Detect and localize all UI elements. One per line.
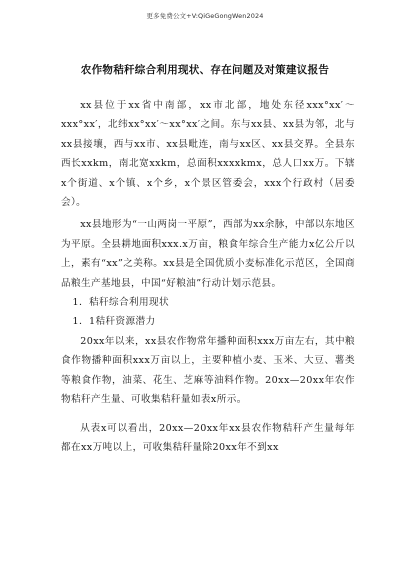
paragraph-table-analysis: 从表x可以看出，20xx—20xx年xx县农作物秸秆产生量每年都在xx万吨以上，可收集秸秆量除20xx年不到xx xyxy=(61,422,355,453)
paragraph-resources: 20xx年以来，xx县农作物常年播种面积xxx万亩左右，其中粮食作物播种面积xxx万亩以上，主要种植小麦、玉米、大豆、薯类等粮食作物，油菜、花生、芝麻等油料作物。20xx—20xx年农作物秸秆产生量、可收集秸秆量如表x所示。 xyxy=(61,335,355,406)
header-note: 更多免费公文+V:QiGeGongWen2024 xyxy=(146,12,264,20)
paragraph-location: xx县位于xx省中南部，xx市北部，地处东径xxx°xx′～xxx°xx′，北纬xx°xx′～xx°xx′之间。东与xx县、xx县为邻，北与xx县接壤，西与xx市、xx县毗连，南与xx区、xx县交界。全县东西长xxkm，南北宽xxkm，总面积xxxxkmx，总人口xx万。下辖x个街道、x个镇、x个乡，x个景区管委会，xxx个行政村（居委会）。 xyxy=(61,100,355,209)
section-heading: 1．秸秆综合利用现状 xyxy=(72,297,169,309)
paragraph-terrain: xx县地形为“一山两岗一平原”，西部为xx余脉，中部以东地区为平原。全县耕地面积xxx.x万亩，粮食年综合生产能力x亿公斤以上，素有“xx”之美称。xx县是全国优质小麦标准化示范区，全国商品粮生产基地县，中国“好粮油”行动计划示范县。 xyxy=(61,219,355,289)
document-body xyxy=(61,96,355,457)
subsection-heading: 1．1秸秆资源潜力 xyxy=(72,316,156,328)
document-title: 农作物秸秆综合利用现状、存在问题及对策建议报告 xyxy=(80,64,330,76)
